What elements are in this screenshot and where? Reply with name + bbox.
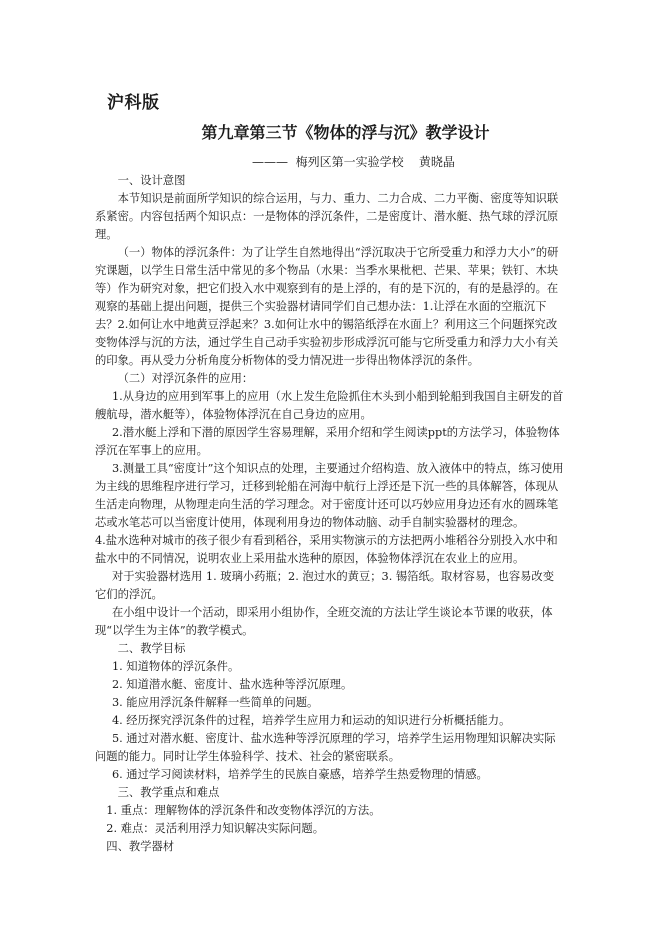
- list-item: 2. 难点：灵活利用浮力知识解决实际问题。: [106, 822, 325, 835]
- list-item: 4. 经历探究浮沉条件的过程，培养学生应用力和运动的知识进行分析概括能力。: [111, 714, 511, 727]
- paragraph: 本节知识是前面所学知识的综合运用，与力、重力、二力合成、二力平衡、密度等知识联系紧密。内容包括两个知识点：一是物体的浮沉条件，二是密度计、潜水艇、热气球的浮沉原理。: [95, 192, 559, 241]
- paragraph: 3.测量工具“密度计”这个知识点的处理，主要通过介绍构造、放入液体中的特点，练习使用为主线的思维程序进行学习，迁移到轮船在河海中航行上浮还是下沉一些的具体解答，体现从生活走向物理，从物理走向生活的学习理念。对于密度计还可以巧妙应用身边还有水的圆珠笔芯或水笔芯可以当密度计使用，体现利用身边的物体动脑、动手自制实验器材的理念。: [95, 462, 564, 529]
- author-line: ——— 梅列区第一实验学校 黄晓晶: [252, 155, 455, 169]
- paragraph: 对于实验器材选用 1. 玻璃小药瓶；2. 泡过水的黄豆；3. 锡箔纸。取材容易，也容易改变它们的浮沉。: [95, 570, 555, 601]
- paragraph: 4.盐水选种对城市的孩子很少有看到稻谷，采用实物演示的方法把两小堆稻谷分别投入水中和盐水中的不同情况，说明农业上采用盐水选种的原因，体验物体浮沉在农业上的应用。: [95, 534, 558, 565]
- list-item: 3. 能应用浮沉条件解释一些简单的问题。: [111, 696, 319, 709]
- list-item: 6. 通过学习阅读材料，培养学生的民族自豪感，培养学生热爱物理的情感。: [111, 768, 488, 781]
- section-heading: 三、教学重点和难点: [117, 786, 220, 799]
- document-body: [95, 172, 565, 856]
- section-heading: 一、设计意图: [117, 174, 186, 187]
- section-heading: 二、教学目标: [117, 642, 186, 655]
- section-heading: 四、教学器材: [106, 840, 175, 853]
- paragraph: 1.从身边的应用到军事上的应用（水上发生危险抓住木头到小船到轮船到我国自主研发的首艘航母，潜水艇等），体验物体浮沉在自己身边的应用。: [95, 390, 564, 421]
- paragraph: （一）物体的浮沉条件：为了让学生自然地得出“浮沉取决于它所受重力和浮力大小”的研究课题，以学生日常生活中常见的多个物品（水果：当季水果枇杷、芒果、苹果；铁钉、木块等）作为研究对象，把它们投入水中观察到有的是上浮的，有的是下沉的，有的是悬浮的。在观察的基础上提出问题，提供三个实验器材请同学们自己想办法：1.让浮在水面的空瓶沉下去？2.如何让水中地黄豆浮起来？3.如何让水中的锡箔纸浮在水面上？利用这三个问题探究改变物体浮与沉的方法，通过学生自己动手实验初步形成浮沉可能与它所受重力和浮力大小有关的印象。再从受力分析角度分析物体的受力情况进一步得出物体浮沉的条件。: [95, 246, 559, 367]
- list-item: 2. 知道潜水艇、密度计、盐水选种等浮沉原理。: [111, 678, 353, 691]
- publisher-label: 沪科版: [107, 93, 160, 113]
- paragraph: 2.潜水艇上浮和下潜的原因学生容易理解，采用介绍和学生阅读ppt的方法学习，体验物体浮沉在军事上的应用。: [95, 426, 560, 457]
- list-item: 5. 通过对潜水艇、密度计、盐水选种等浮沉原理的学习，培养学生运用物理知识解决实际问题的能力。同时让学生体验科学、技术、社会的紧密联系。: [95, 732, 556, 763]
- paragraph: （二）对浮沉条件的应用：: [117, 372, 254, 385]
- document-title: 第九章第三节《物体的浮与沉》教学设计: [201, 123, 490, 142]
- paragraph: 在小组中设计一个活动，即采用小组协作，全班交流的方法让学生谈论本节课的收获，体现“以学生为主体”的教学模式。: [95, 606, 553, 637]
- list-item: 1. 知道物体的浮沉条件。: [111, 660, 240, 673]
- list-item: 1. 重点：理解物体的浮沉条件和改变物体浮沉的方法。: [106, 804, 381, 817]
